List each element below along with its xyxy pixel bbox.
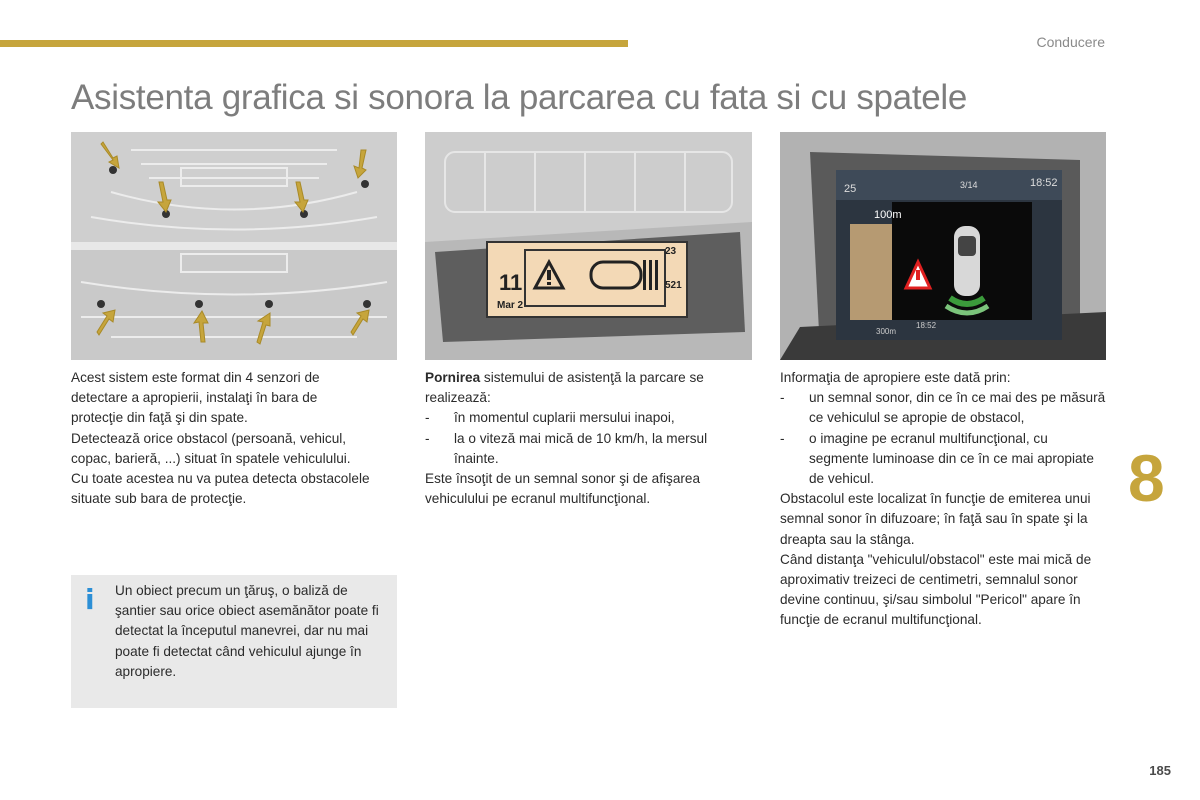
- screen-bottom-time: 18:52: [916, 321, 937, 330]
- dashboard-display-figure: [425, 132, 752, 360]
- header-accent-bar: [0, 40, 628, 47]
- col2-list: [425, 408, 750, 469]
- screen-temp: 25: [844, 183, 857, 195]
- multifunction-screen-figure: [780, 132, 1106, 360]
- info-note-box: [71, 575, 397, 708]
- col2-intro-rest: sistemului de asistenţă la parcare se realizează:: [425, 370, 704, 406]
- list-item: - o imagine pe ecranul multifuncţional, cu segmente luminoase din ce în ce mai apropiate de vehicul.: [780, 429, 1106, 490]
- col3-paragraph: Când distanţa "vehiculul/obstacol" este mai mică de aproximativ treizeci de centimetri, semnalul sonor devine continuu, şi/sau simbolul "Pericol" apare în funcţie de ecranul multifuncţional.: [780, 551, 1092, 628]
- screen-track: 3/14: [960, 180, 978, 190]
- screen-clock: 18:52: [1030, 177, 1058, 189]
- column-2-text: [425, 368, 750, 509]
- column-3-text: [780, 368, 1106, 631]
- page-title: Asistenta grafica si sonora la parcarea cu fata si cu spatele: [71, 78, 968, 117]
- section-label: Conducere: [1036, 34, 1105, 50]
- col1-paragraph: Acest sistem este format din 4 senzori de detectare a apropierii, instalaţi în bara de protecţie din faţă şi din spate.: [71, 370, 320, 426]
- display-top-right: 23: [665, 246, 677, 257]
- col2-intro: [425, 368, 750, 408]
- page-number: 185: [1149, 763, 1171, 778]
- col1-paragraph: Detectează orice obstacol (persoană, vehicul, copac, barieră, ...) situat în spatele vehiculului.: [71, 430, 351, 466]
- info-icon: i: [85, 583, 95, 616]
- col3-list: [780, 388, 1106, 489]
- chapter-number: 8: [1128, 441, 1165, 515]
- screen-distance: 100m: [874, 209, 902, 221]
- info-note-text: Un obiect precum un ţăruş, o baliză de şantier sau orice obiect asemănător poate fi detectat la începutul manevrei, dar nu mai poate fi detectat când vehiculul ajunge în apropiere.: [115, 583, 379, 679]
- column-1-text: [71, 368, 371, 509]
- list-item: - în momentul cuplarii mersului inapoi,: [425, 408, 750, 428]
- display-date: Mar 2: [497, 300, 524, 311]
- list-item: - un semnal sonor, din ce în ce mai des pe măsură ce vehiculul se apropie de obstacol,: [780, 388, 1106, 428]
- display-big-number: 11: [499, 270, 523, 295]
- display-bottom-right: 521: [665, 280, 682, 291]
- col3-intro: Informaţia de apropiere este dată prin:: [780, 370, 1011, 385]
- list-item: - la o viteză mai mică de 10 km/h, la mersul înainte.: [425, 429, 750, 469]
- col2-intro-bold: Pornirea: [425, 370, 481, 385]
- bumper-sensors-figure: [71, 132, 397, 360]
- screen-bottom-distance: 300m: [876, 327, 897, 336]
- col3-paragraph: Obstacolul este localizat în funcţie de emiterea unui semnal sonor în difuzoare; în faţă sau în spate şi la dreapta sau la stânga.: [780, 491, 1091, 547]
- col1-paragraph: Cu toate acestea nu va putea detecta obstacolele situate sub bara de protecţie.: [71, 471, 370, 507]
- col2-outro: Este însoţit de un semnal sonor şi de afişarea vehiculului pe ecranul multifuncţional.: [425, 471, 701, 507]
